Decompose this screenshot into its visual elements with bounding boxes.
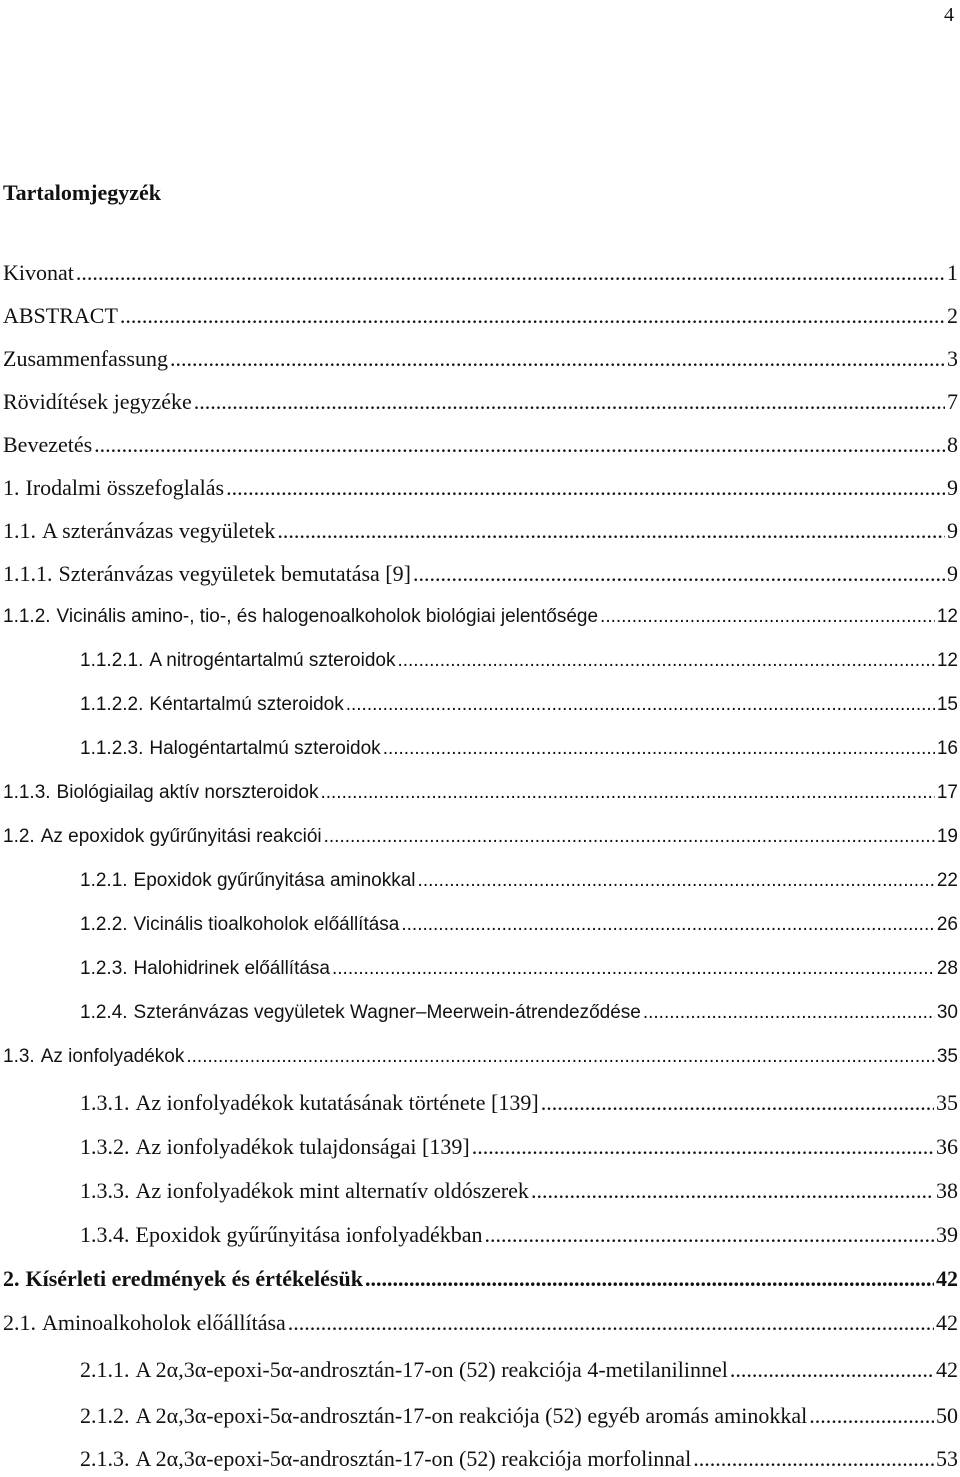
toc-entry[interactable] xyxy=(3,303,960,333)
toc-entry-text: A 2α,3α-epoxi-5α-androsztán-17-on reakciója (52) egyéb aromás aminokkal xyxy=(135,1403,808,1428)
dot-leader xyxy=(397,650,934,672)
dot-leader xyxy=(288,1310,934,1336)
dot-leader xyxy=(531,1178,934,1204)
dot-leader xyxy=(186,1046,935,1068)
toc-entry-page: 30 xyxy=(936,1002,958,1023)
toc-entry-text: Kéntartalmú szteroidok xyxy=(149,694,344,715)
toc-entry-page: 42 xyxy=(936,1310,958,1335)
toc-entry-text: Az ionfolyadékok kutatásának története [139] xyxy=(135,1090,539,1115)
toc-entry[interactable] xyxy=(80,1090,960,1120)
toc-entry-number: 2.1.2. xyxy=(80,1403,130,1428)
toc-entry-page: 12 xyxy=(936,606,958,627)
dot-leader xyxy=(226,475,945,501)
toc-entry-number: 1.3. xyxy=(3,1046,35,1067)
toc-entry[interactable] xyxy=(3,260,960,290)
toc-entry-number: 2.1.3. xyxy=(80,1446,130,1471)
toc-entry[interactable] xyxy=(80,1178,960,1208)
toc-entry-number: 1.2.3. xyxy=(80,958,128,979)
toc-entry-page: 3 xyxy=(947,346,958,371)
toc-entry-page: 28 xyxy=(936,958,958,979)
toc-entry[interactable] xyxy=(80,870,960,900)
dot-leader xyxy=(643,1002,935,1024)
toc-entry-text: Az ionfolyadékok mint alternatív oldószerek xyxy=(135,1178,529,1203)
dot-leader xyxy=(472,1134,934,1160)
toc-entry-number: 1.3.4. xyxy=(80,1222,130,1247)
toc-entry-page: 7 xyxy=(947,389,958,414)
dot-leader xyxy=(730,1357,934,1383)
toc-entry-page: 39 xyxy=(936,1222,958,1247)
toc-entry-page: 36 xyxy=(936,1134,958,1159)
dot-leader xyxy=(94,432,945,458)
toc-entry-page: 9 xyxy=(947,518,958,543)
toc-entry-page: 42 xyxy=(936,1266,958,1291)
toc-entry-number: 1. xyxy=(3,475,20,500)
page-number: 4 xyxy=(944,4,954,26)
dot-leader xyxy=(418,870,935,892)
toc-entry-text: Bevezetés xyxy=(3,432,93,457)
toc-entry[interactable] xyxy=(3,782,960,812)
toc-entry-number: 1.2.4. xyxy=(80,1002,128,1023)
dot-leader xyxy=(693,1446,934,1472)
toc-entry-text: ABSTRACT xyxy=(3,303,118,328)
toc-entry-number: 1.1.2.2. xyxy=(80,694,144,715)
toc-entry-text: Biológiailag aktív norszteroidok xyxy=(56,782,319,803)
toc-entry-number: 2.1. xyxy=(3,1310,36,1335)
toc-entry[interactable] xyxy=(80,1357,960,1387)
dot-leader xyxy=(485,1222,934,1248)
toc-entry-page: 22 xyxy=(936,870,958,891)
toc-entry[interactable] xyxy=(80,1134,960,1164)
dot-leader xyxy=(76,260,945,286)
toc-entry-text: Vicinális tioalkoholok előállítása xyxy=(133,914,400,935)
toc-entry-page: 38 xyxy=(936,1178,958,1203)
toc-entry-text: Kísérleti eredmények és értékelésük xyxy=(25,1266,363,1291)
toc-entry-text: Aminoalkoholok előállítása xyxy=(42,1310,286,1335)
toc-entry-page: 9 xyxy=(947,561,958,586)
toc-entry-page: 9 xyxy=(947,475,958,500)
dot-leader xyxy=(346,694,935,716)
dot-leader xyxy=(324,826,935,848)
toc-entry[interactable] xyxy=(80,1403,960,1433)
toc-entry-text: Irodalmi összefoglalás xyxy=(25,475,225,500)
toc-entry-text: Kivonat xyxy=(3,260,74,285)
toc-entry[interactable] xyxy=(3,389,960,419)
dot-leader xyxy=(383,738,935,760)
toc-entry-page: 16 xyxy=(936,738,958,759)
toc-entry-page: 35 xyxy=(936,1090,958,1115)
toc-entry[interactable] xyxy=(3,518,960,548)
toc-entry-text: A 2α,3α-epoxi-5α-androsztán-17-on (52) reakciója 4-metilanilinnel xyxy=(135,1357,728,1382)
toc-entry-number: 1.2.1. xyxy=(80,870,128,891)
toc-entry-page: 26 xyxy=(936,914,958,935)
dot-leader xyxy=(541,1090,934,1116)
dot-leader xyxy=(120,303,945,329)
dot-leader xyxy=(401,914,935,936)
toc-entry-text: Zusammenfassung xyxy=(3,346,168,371)
dot-leader xyxy=(600,606,935,628)
toc-entry-page: 8 xyxy=(947,432,958,457)
toc-entry[interactable] xyxy=(3,432,960,462)
toc-entry-number: 1.1. xyxy=(3,518,36,543)
toc-entry-page: 12 xyxy=(936,650,958,671)
toc-entry-number: 1.2.2. xyxy=(80,914,128,935)
toc-entry[interactable] xyxy=(80,914,960,944)
toc-entry[interactable] xyxy=(3,561,960,591)
dot-leader xyxy=(277,518,945,544)
toc-entry-page: 17 xyxy=(936,782,958,803)
toc-entry[interactable] xyxy=(3,346,960,376)
dot-leader xyxy=(194,389,945,415)
toc-entry[interactable] xyxy=(3,606,960,636)
toc-entry[interactable] xyxy=(80,1222,960,1252)
toc-entry[interactable] xyxy=(80,1002,960,1032)
toc-entry-text: A 2α,3α-epoxi-5α-androsztán-17-on (52) reakciója morfolinnal xyxy=(135,1446,692,1471)
toc-entry-text: Az ionfolyadékok xyxy=(40,1046,185,1067)
toc-entry-page: 1 xyxy=(947,260,958,285)
toc-entry-number: 1.1.2. xyxy=(3,606,51,627)
toc-entry[interactable] xyxy=(80,694,960,724)
toc-entry[interactable] xyxy=(80,650,960,680)
toc-entry[interactable] xyxy=(3,1046,960,1076)
toc-entry-page: 42 xyxy=(936,1357,958,1382)
toc-entry-text: Vicinális amino-, tio-, és halogenoalkoholok biológiai jelentősége xyxy=(56,606,599,627)
toc-entry-page: 19 xyxy=(936,826,958,847)
toc-entry-number: 2. xyxy=(3,1266,20,1291)
toc-entry-number: 1.3.2. xyxy=(80,1134,130,1159)
toc-entry-number: 1.1.1. xyxy=(3,561,53,586)
toc-entry-text: Szteránvázas vegyületek bemutatása [9] xyxy=(58,561,411,586)
toc-entry-text: Epoxidok gyűrűnyitása ionfolyadékban xyxy=(135,1222,483,1247)
toc-entry-text: Halogéntartalmú szteroidok xyxy=(149,738,381,759)
toc-entry-text: A nitrogéntartalmú szteroidok xyxy=(149,650,396,671)
toc-entry-text: Szteránvázas vegyületek Wagner–Meerwein-átrendeződése xyxy=(133,1002,641,1023)
toc-entry-number: 1.1.2.3. xyxy=(80,738,144,759)
toc-entry-number: 1.3.3. xyxy=(80,1178,130,1203)
toc-entry[interactable] xyxy=(3,475,960,505)
toc-entry-page: 53 xyxy=(936,1446,958,1471)
toc-entry-page: 2 xyxy=(947,303,958,328)
toc-entry-number: 1.3.1. xyxy=(80,1090,130,1115)
toc-entry[interactable] xyxy=(3,1266,960,1296)
toc-title: Tartalomjegyzék xyxy=(3,180,162,205)
toc-entry-page: 15 xyxy=(936,694,958,715)
toc-entry-text: Az ionfolyadékok tulajdonságai [139] xyxy=(135,1134,470,1159)
dot-leader xyxy=(809,1403,934,1429)
toc-entry-number: 1.1.3. xyxy=(3,782,51,803)
dot-leader xyxy=(413,561,945,587)
toc-entry-text: Rövidítések jegyzéke xyxy=(3,389,192,414)
toc-entry[interactable] xyxy=(80,1446,960,1476)
toc-entry-number: 2.1.1. xyxy=(80,1357,130,1382)
toc-entry[interactable] xyxy=(80,958,960,988)
toc-entry-page: 35 xyxy=(936,1046,958,1067)
dot-leader xyxy=(332,958,935,980)
toc-entry[interactable] xyxy=(80,738,960,768)
toc-entry-text: A szteránvázas vegyületek xyxy=(42,518,276,543)
dot-leader xyxy=(170,346,945,372)
toc-entry-number: 1.2. xyxy=(3,826,35,847)
dot-leader xyxy=(365,1266,934,1292)
toc-entry[interactable] xyxy=(3,1310,960,1340)
toc-entry-text: Epoxidok gyűrűnyitása aminokkal xyxy=(133,870,416,891)
toc-entry-number: 1.1.2.1. xyxy=(80,650,144,671)
toc-entry[interactable] xyxy=(3,826,960,856)
toc-entry-text: Halohidrinek előállítása xyxy=(133,958,330,979)
dot-leader xyxy=(320,782,934,804)
toc-entry-page: 50 xyxy=(936,1403,958,1428)
toc-entry-text: Az epoxidok gyűrűnyitási reakciói xyxy=(40,826,322,847)
